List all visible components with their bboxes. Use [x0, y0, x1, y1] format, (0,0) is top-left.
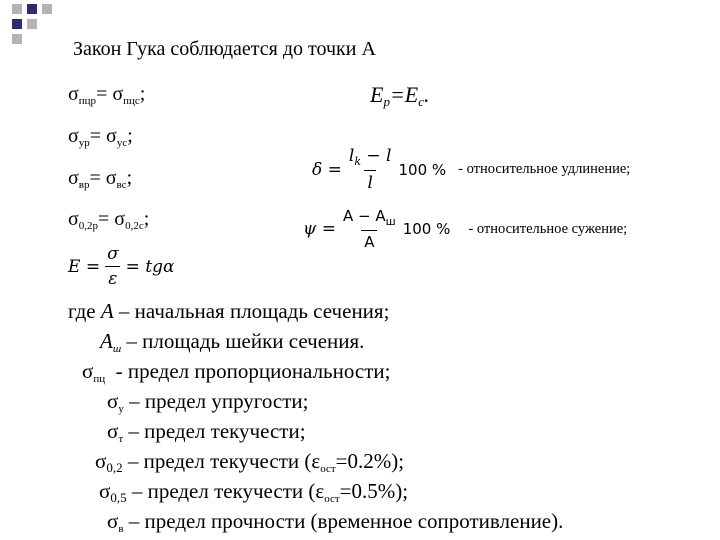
legend-line-yield-02: [95, 449, 404, 476]
punct: ;: [139, 83, 146, 105]
legend-symbol: А: [100, 299, 114, 323]
punct: ;: [127, 125, 133, 147]
formula-lhs: E =: [68, 256, 101, 277]
decor-square: [27, 4, 37, 14]
decor-square: [12, 19, 22, 29]
subscript: 0,5: [110, 490, 127, 505]
legend-text: - предел пропорциональности;: [105, 359, 391, 383]
subscript: вр: [78, 179, 90, 191]
decor-square: [12, 4, 22, 14]
punct: ;: [143, 208, 150, 230]
subscript: пцр: [78, 95, 97, 107]
legend-text: =0.5%);: [339, 479, 409, 503]
subscript: k: [354, 155, 361, 168]
legend-text: – площадь шейки сечения.: [121, 329, 365, 353]
subscript: уp: [78, 137, 90, 149]
fraction: [346, 146, 395, 193]
formula-rhs: = tgα: [125, 256, 175, 277]
eq-proportional-limit: [68, 83, 145, 107]
legend-line-area: [68, 299, 389, 324]
subscript: с: [418, 94, 425, 109]
sigma-symbol: σ: [68, 208, 79, 230]
numerator-b: − l: [361, 146, 392, 166]
legend-line-yield-05: [99, 479, 408, 506]
denominator: l: [364, 170, 375, 193]
subscript: ус: [116, 137, 128, 149]
subscript: вс: [116, 179, 127, 191]
elongation-note: - относительное удлинение;: [458, 161, 631, 177]
numerator: σ: [107, 244, 119, 264]
legend-line-yield: [107, 419, 306, 445]
formula-lhs: ψ =: [303, 219, 336, 239]
formula-lhs: δ =: [312, 159, 342, 180]
subscript: пц: [93, 373, 106, 385]
fraction: [104, 244, 122, 289]
legend-text: – предел упругости;: [123, 389, 309, 413]
subscript: ш: [112, 343, 122, 355]
sigma-symbol: σ: [68, 83, 79, 105]
sigma-symbol: σ: [68, 125, 79, 147]
slide-title: Закон Гука соблюдается до точки А: [73, 38, 376, 60]
punct: ;: [126, 167, 133, 189]
legend-symbol: σ: [82, 359, 94, 383]
percent-factor: 100 %: [398, 160, 447, 179]
equals-sigma: = σ: [96, 83, 124, 105]
equals-sigma: = σ: [89, 167, 117, 189]
legend-line-proportional: [82, 359, 390, 385]
legend-text: =0.2%);: [335, 449, 405, 473]
eq-relative-elongation: [312, 146, 630, 193]
numerator-a: A − A: [342, 207, 386, 225]
legend-text: – начальная площадь сечения;: [113, 299, 390, 323]
equals-sigma: = σ: [98, 208, 126, 230]
eq-yield-02: [68, 208, 149, 232]
subscript: ост: [324, 493, 340, 505]
legend-symbol: σ: [95, 449, 107, 473]
subscript: р: [383, 94, 390, 109]
eq-elastic-limit: [68, 125, 133, 149]
legend-line-neck-area: [100, 329, 364, 355]
subscript: 0,2: [106, 460, 123, 475]
legend-text: – предел прочности (временное сопротивление).: [123, 509, 564, 533]
legend-line-elastic: [107, 389, 309, 415]
percent-factor: 100 %: [402, 220, 451, 238]
modulus-symbol: E: [370, 82, 384, 107]
sigma-symbol: σ: [68, 167, 79, 189]
eq-ultimate-strength: [68, 167, 132, 191]
subscript: 0,2р: [78, 220, 99, 232]
contraction-note: - относительное сужение;: [468, 220, 628, 237]
legend-line-strength: [107, 509, 563, 535]
fraction: [340, 207, 399, 251]
legend-symbol: σ: [99, 479, 111, 503]
subscript: в: [118, 523, 124, 535]
denominator: A: [361, 230, 377, 251]
punct: .: [424, 82, 430, 107]
legend-prefix: где: [68, 299, 101, 323]
legend-text: – предел текучести (ε: [126, 479, 325, 503]
subscript: т: [118, 433, 124, 445]
subscript: пцс: [123, 95, 140, 107]
legend-symbol: А: [100, 329, 113, 353]
decor-square: [42, 4, 52, 14]
eq-elastic-modulus: [370, 82, 430, 110]
subscript: 0,2с: [125, 220, 144, 232]
legend-text: – предел текучести;: [123, 419, 306, 443]
decor-square: [27, 19, 37, 29]
subscript: ш: [385, 215, 396, 228]
eq-relative-contraction: [303, 207, 627, 251]
legend-symbol: σ: [107, 509, 119, 533]
eq-youngs-modulus: [68, 244, 175, 289]
legend-text: – предел текучести (ε: [122, 449, 321, 473]
subscript: у: [118, 403, 124, 415]
numerator-a: l: [348, 146, 355, 166]
denominator: ε: [105, 266, 120, 289]
equals-modulus: =E: [389, 82, 419, 107]
subscript: ост: [320, 463, 336, 475]
equals-sigma: = σ: [89, 125, 117, 147]
legend-symbol: σ: [107, 419, 119, 443]
legend-symbol: σ: [107, 389, 119, 413]
decor-square: [12, 34, 22, 44]
